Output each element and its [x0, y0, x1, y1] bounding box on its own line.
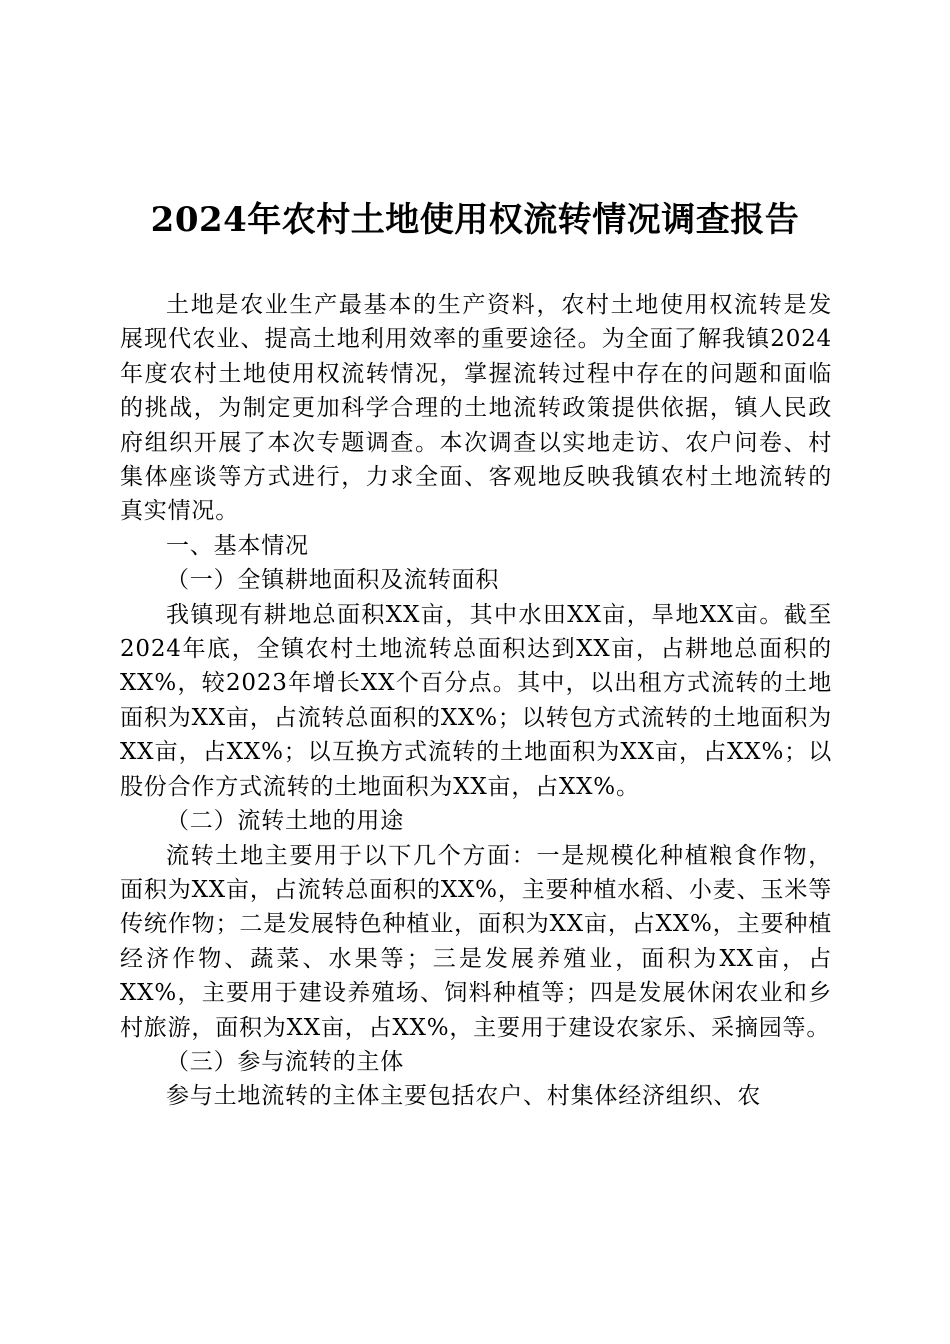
farmland-area-paragraph: 我镇现有耕地总面积XX亩，其中水田XX亩，旱地XX亩。截至2024年底，全镇农村土地流转总面积达到XX亩，占耕地总面积的XX%，较2023年增长XX个百分点。其中，以出租方式流转的土地面积为XX亩，占流转总面积的XX%；以转包方式流转的土地面积为XX亩，占XX%；以互换方式流转的土地面积为XX亩，占XX%；以股份合作方式流转的土地面积为XX亩，占XX%。: [120, 601, 832, 800]
intro-paragraph: 土地是农业生产最基本的生产资料，农村土地使用权流转是发展现代农业、提高土地利用效率的重要途径。为全面了解我镇2024年度农村土地使用权流转情况，掌握流转过程中存在的问题和面临的挑战，为制定更加科学合理的土地流转政策提供依据，镇人民政府组织开展了本次专题调查。本次调查以实地走访、农户问卷、村集体座谈等方式进行，力求全面、客观地反映我镇农村土地流转的真实情况。: [120, 292, 832, 525]
subsection-heading-land-use: （二）流转土地的用途: [166, 808, 404, 835]
document-title: 2024年农村土地使用权流转情况调查报告: [150, 200, 800, 240]
land-use-paragraph: 流转土地主要用于以下几个方面：一是规模化种植粮食作物，面积为XX亩，占流转总面积的XX%，主要种植水稻、小麦、玉米等传统作物；二是发展特色种植业，面积为XX亩，占XX%，主要种植经济作物、蔬菜、水果等；三是发展养殖业，面积为XX亩，占XX%，主要用于建设养殖场、饲料种植等；四是发展休闲农业和乡村旅游，面积为XX亩，占XX%，主要用于建设农家乐、采摘园等。: [120, 842, 832, 1041]
section-heading-basic-situation: 一、基本情况: [166, 532, 309, 559]
participants-paragraph: 参与土地流转的主体主要包括农户、村集体经济组织、农: [166, 1083, 761, 1110]
subsection-heading-farmland-area: （一）全镇耕地面积及流转面积: [166, 567, 500, 594]
subsection-heading-participants: （三）参与流转的主体: [166, 1048, 404, 1075]
document-body: [120, 288, 832, 1114]
